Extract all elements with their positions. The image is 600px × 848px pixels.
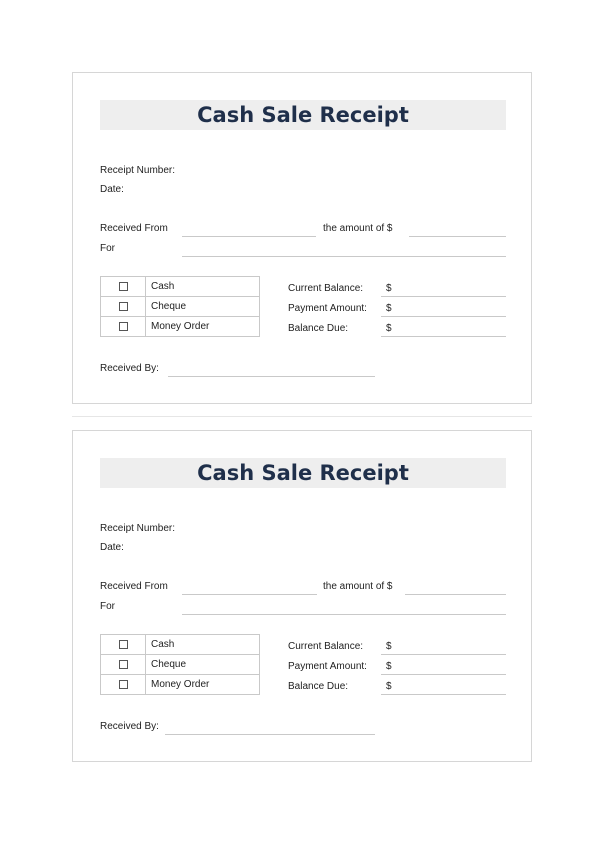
table-row [101,277,260,297]
payment-amount-label: Payment Amount: [288,661,367,672]
receipt-number-label: Receipt Number: [100,523,176,534]
balance-due-label: Balance Due: [288,681,349,692]
receipt-number-label: Receipt Number: [100,165,176,176]
amount-label: the amount of $ [323,581,393,592]
for-field[interactable] [182,256,506,257]
currency-symbol: $ [386,323,392,334]
divider [72,416,532,417]
payment-method-table [100,276,260,337]
receipt-card [72,430,532,762]
received-by-label: Received By: [100,721,159,732]
payment-method-table [100,634,260,695]
table-row [101,297,260,317]
current-balance-field[interactable] [381,654,506,655]
receipt-title: Cash Sale Receipt [100,100,506,130]
balance-due-label: Balance Due: [288,323,349,334]
received-from-label: Received From [100,581,168,592]
cheque-checkbox[interactable] [119,660,128,669]
payment-method-label: Cheque [146,297,260,317]
table-row [101,655,260,675]
receipt-card [72,72,532,404]
received-by-label: Received By: [100,363,159,374]
cash-checkbox[interactable] [119,282,128,291]
currency-symbol: $ [386,283,392,294]
currency-symbol: $ [386,303,392,314]
received-by-field[interactable] [165,734,375,735]
amount-field[interactable] [405,594,506,595]
received-by-field[interactable] [168,376,375,377]
balance-due-field[interactable] [381,694,506,695]
payment-amount-label: Payment Amount: [288,303,367,314]
date-label: Date: [100,184,124,195]
received-from-label: Received From [100,223,168,234]
balance-due-field[interactable] [381,336,506,337]
payment-amount-field[interactable] [381,674,506,675]
cash-checkbox[interactable] [119,640,128,649]
table-row [101,675,260,695]
payment-method-label: Cheque [146,655,260,675]
money-order-checkbox[interactable] [119,680,128,689]
for-field[interactable] [182,614,506,615]
table-row [101,635,260,655]
payment-amount-field[interactable] [381,316,506,317]
table-row [101,317,260,337]
payment-method-label: Money Order [146,675,260,695]
cheque-checkbox[interactable] [119,302,128,311]
payment-method-label: Money Order [146,317,260,337]
currency-symbol: $ [386,641,392,652]
current-balance-label: Current Balance: [288,283,364,294]
received-from-field[interactable] [182,594,317,595]
for-label: For [100,601,115,612]
payment-method-label: Cash [146,635,260,655]
date-label: Date: [100,542,124,553]
currency-symbol: $ [386,681,392,692]
current-balance-label: Current Balance: [288,641,364,652]
payment-method-label: Cash [146,277,260,297]
currency-symbol: $ [386,661,392,672]
receipt-title: Cash Sale Receipt [100,458,506,488]
amount-label: the amount of $ [323,223,393,234]
money-order-checkbox[interactable] [119,322,128,331]
current-balance-field[interactable] [381,296,506,297]
received-from-field[interactable] [182,236,316,237]
amount-field[interactable] [409,236,506,237]
for-label: For [100,243,115,254]
